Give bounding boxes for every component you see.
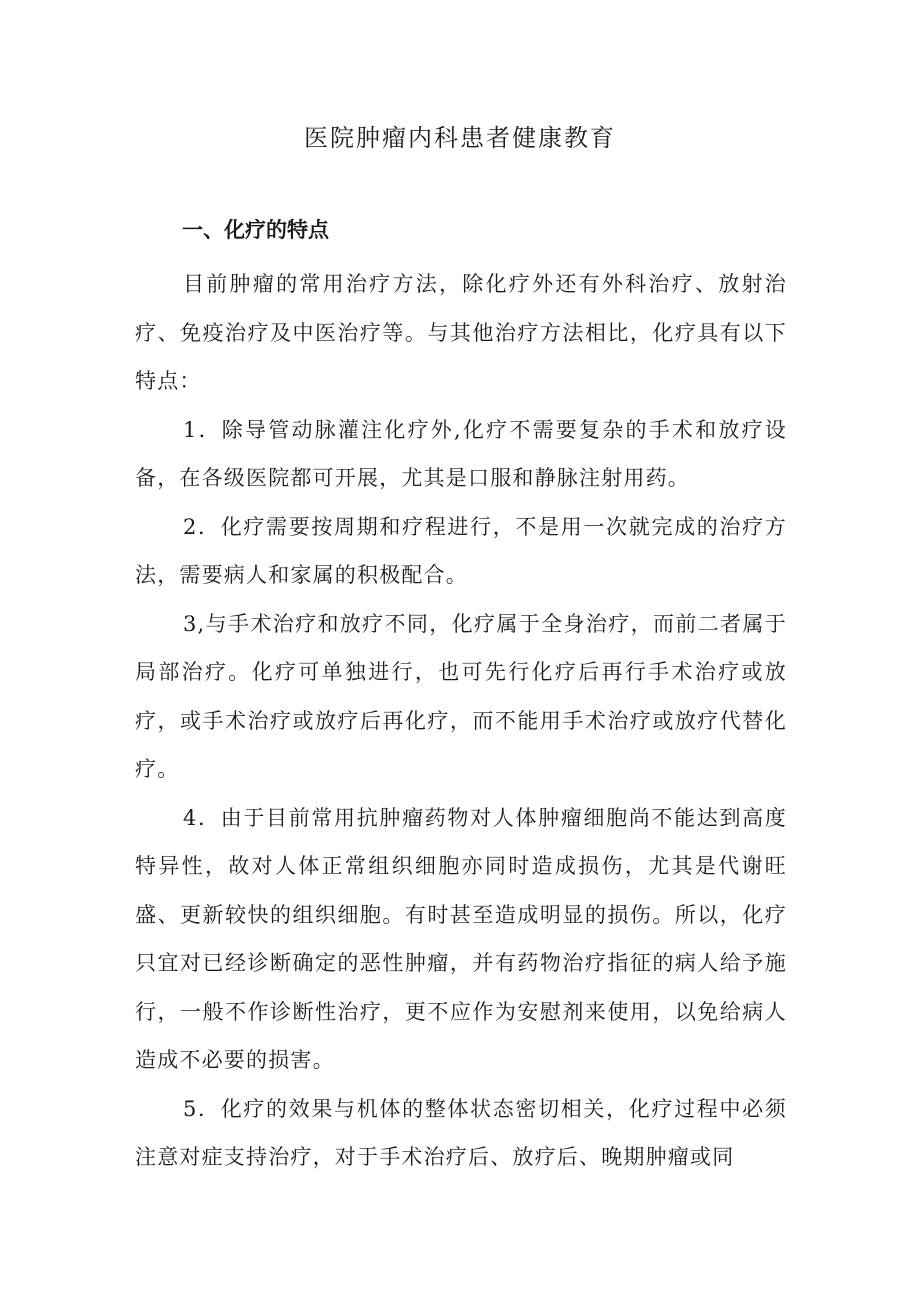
paragraph-point-4: 4．由于目前常用抗肿瘤药物对人体肿瘤细胞尚不能达到高度特异性，故对人体正常组织细胞亦同时造成损伤，尤其是代谢旺盛、更新较快的组织细胞。有时甚至造成明显的损伤。所以，化疗只宜对已经诊断确定的恶性肿瘤，并有药物治疗指征的病人给予施行，一般不作诊断性治疗，更不应作为安慰剂来使用，以免给病人造成不必要的损害。 — [135, 805, 787, 1072]
paragraph-point-5: 5．化疗的效果与机体的整体状态密切相关，化疗过程中必须注意对症支持治疗，对于手术治疗后、放疗后、晚期肿瘤或同 — [135, 1096, 787, 1169]
paragraph-intro: 目前肿瘤的常用治疗方法，除化疗外还有外科治疗、放射治疗、免疫治疗及中医治疗等。与其他治疗方法相比，化疗具有以下特点： — [135, 272, 787, 393]
document-body — [135, 260, 787, 1182]
paragraph-point-1: 1．除导管动脉灌注化疗外,化疗不需要复杂的手术和放疗设备，在各级医院都可开展，尤其是口服和静脉注射用药。 — [135, 417, 787, 490]
page-title: 医院肿瘤内科患者健康教育 — [304, 124, 616, 152]
section-heading: 一、化疗的特点 — [182, 218, 329, 242]
paragraph-point-2: 2．化疗需要按周期和疗程进行，不是用一次就完成的治疗方法，需要病人和家属的积极配合。 — [135, 514, 787, 587]
paragraph-point-3: 3,与手术治疗和放疗不同，化疗属于全身治疗，而前二者属于局部治疗。化疗可单独进行，也可先行化疗后再行手术治疗或放疗，或手术治疗或放疗后再化疗，而不能用手术治疗或放疗代替化疗。 — [135, 611, 787, 781]
